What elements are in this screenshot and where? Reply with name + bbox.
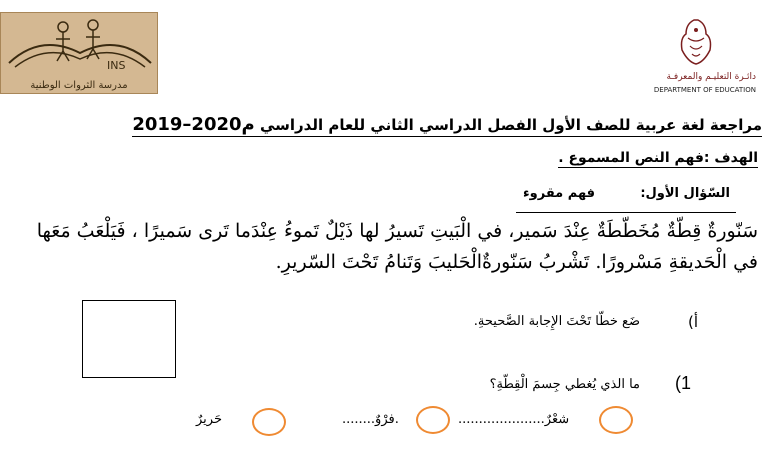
answer-circle-hair[interactable] bbox=[599, 406, 633, 434]
question-underline bbox=[516, 212, 736, 213]
reading-passage: سَنّورةٌ قِطّةٌ مُخَطّطَةٌ عِنْدَ سَمير، في الْبَيتِ تَسيرُ لها ذَيْلٌ تَموءُ عِنْدَما تَرى سَميرًا ، فَيَلْعَبُ مَعَها في الْحَديقةِ مَسْرورًا. تَشْربُ سَنّورةٌالْحَليبَ وَتَنامُ تَحْتَ السّريرِ. bbox=[36, 220, 758, 273]
answer-box[interactable] bbox=[82, 300, 176, 378]
part-a-instruction: ضَع خطّا تَحْتَ الإِجابة الصَّحيحةِ. bbox=[473, 314, 640, 329]
school-logo bbox=[0, 12, 158, 94]
falcon-emblem-icon bbox=[636, 16, 756, 68]
ministry-name-ar: دائـرة التعليـم والمعرفـة bbox=[666, 72, 756, 82]
ministry-name-en: DEPARTMENT OF EDUCATION bbox=[653, 86, 756, 94]
page-title bbox=[132, 114, 762, 137]
ministry-logo bbox=[636, 16, 756, 96]
question-type: فهم مقروء bbox=[523, 186, 596, 201]
answer-circle-silk[interactable] bbox=[252, 408, 286, 436]
answer-circle-fur[interactable] bbox=[416, 406, 450, 434]
part-a-label: أ) bbox=[687, 313, 698, 331]
svg-text:INS: INS bbox=[107, 59, 126, 72]
item-question: ما الذي يُغطي جِسمَ الْقِطّةِ؟ bbox=[489, 377, 640, 392]
title-year: 2019–2020م bbox=[132, 114, 255, 135]
choice-fur: .فرْوٌ........ bbox=[342, 412, 399, 427]
goal-line: الهدف :فهم النص المسموع . bbox=[558, 150, 758, 166]
choice-hair: شعْرٌ..................... bbox=[458, 412, 570, 427]
question-heading bbox=[523, 186, 730, 201]
school-emblem-icon bbox=[1, 13, 158, 75]
school-sign: مدرسة الثروات الوطنية bbox=[30, 80, 128, 91]
choice-silk: حَريرٌ bbox=[196, 412, 222, 427]
title-text: مراجعة لغة عربية للصف الأول الفصل الدراسي الثاني للعام الدراسي bbox=[259, 116, 762, 134]
question-label: السّؤال الأول: bbox=[640, 186, 730, 201]
item-number: 1) bbox=[674, 373, 691, 393]
